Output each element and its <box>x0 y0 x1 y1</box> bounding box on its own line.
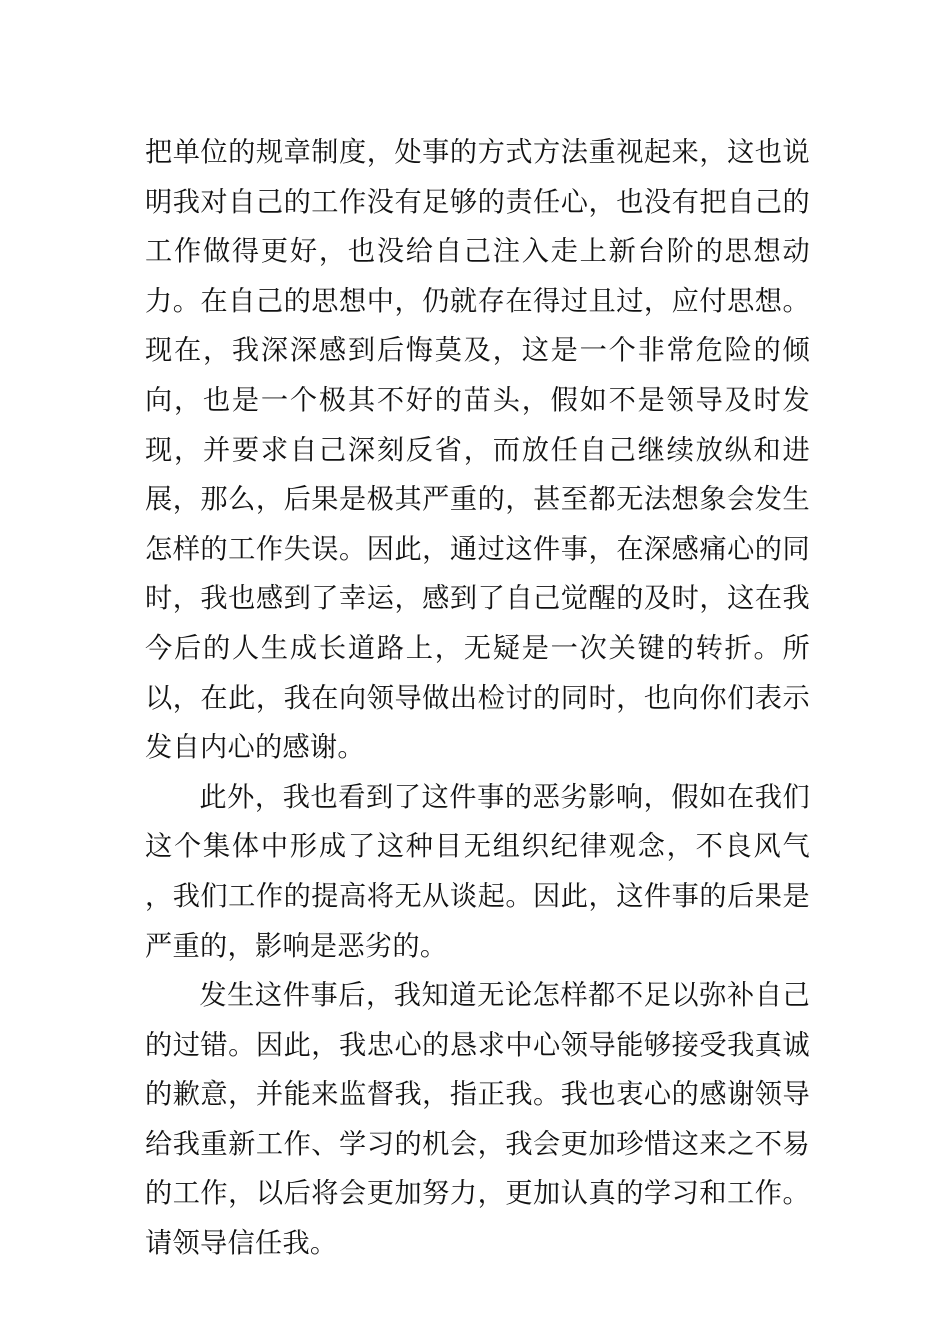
paragraph-continuation: 把单位的规章制度，处事的方式方法重视起来，这也说明我对自己的工作没有足够的责任心，也没有把自己的工作做得更好，也没给自己注入走上新台阶的思想动力。在自己的思想中，仍就存在得过且过，应付思想。现在，我深深感到后悔莫及，这是一个非常危险的倾向，也是一个极其不好的苗头，假如不是领导及时发现，并要求自己深刻反省，而放任自己继续放纵和进展，那么，后果是极其严重的，甚至都无法想象会发生怎样的工作失误。因此，通过这件事，在深感痛心的同时，我也感到了幸运，感到了自己觉醒的及时，这在我今后的人生成长道路上，无疑是一次关键的转折。所以，在此，我在向领导做出检讨的同时，也向你们表示发自内心的感谢。 <box>145 137 810 764</box>
document-body <box>145 128 810 1269</box>
paragraph-apology: 发生这件事后，我知道无论怎样都不足以弥补自己的过错。因此，我忠心的恳求中心领导能够接受我真诚的歉意，并能来监督我，指正我。我也衷心的感谢领导给我重新工作、学习的机会，我会更加珍惜这来之不易的工作，以后将会更加努力，更加认真的学习和工作。请领导信任我。 <box>145 980 810 1260</box>
paragraph-impact: 此外，我也看到了这件事的恶劣影响，假如在我们这个集体中形成了这种目无组织纪律观念，不良风气 ，我们工作的提高将无从谈起。因此，这件事的后果是严重的，影响是恶劣的。 <box>145 781 810 962</box>
